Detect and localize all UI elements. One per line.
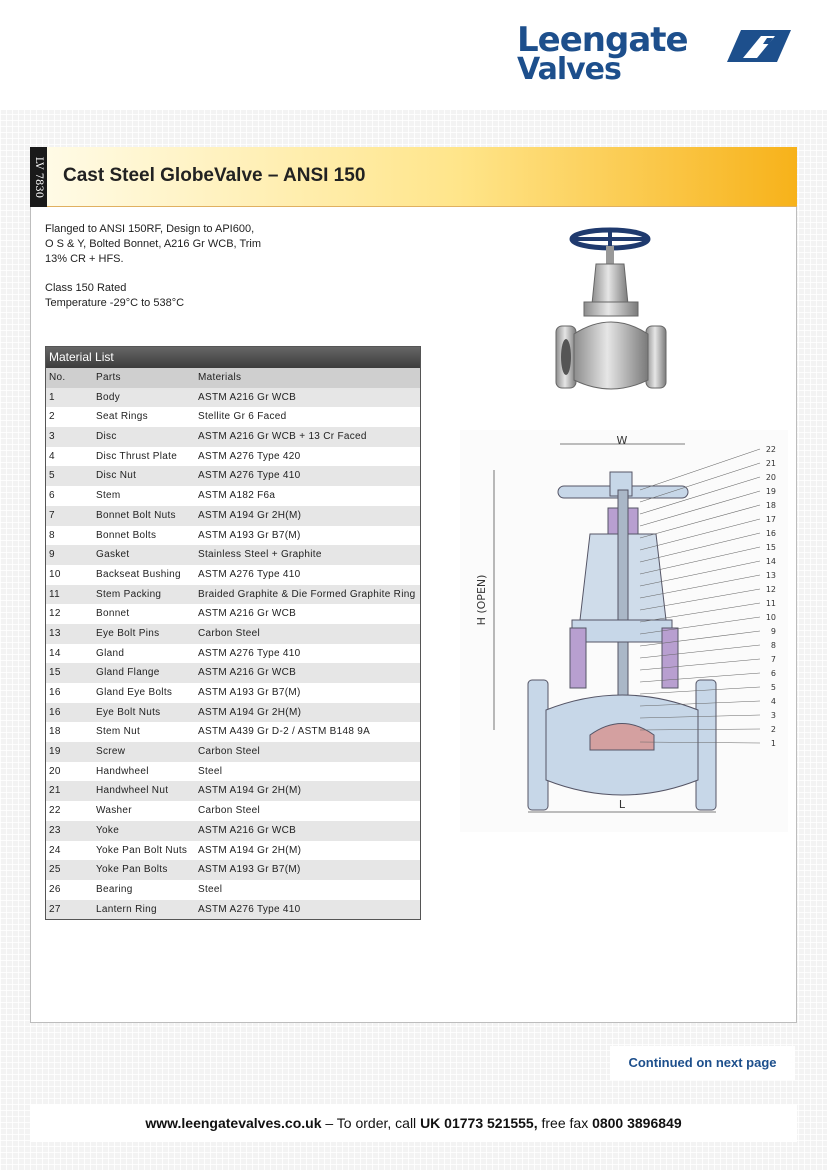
title-bar	[47, 147, 797, 207]
table-row	[46, 486, 420, 506]
cell-material: Steel	[198, 883, 223, 895]
website-link[interactable]: www.leengatevalves.co.uk	[145, 1115, 322, 1131]
cell-material: ASTM A194 Gr 2H(M)	[198, 706, 302, 718]
cell-material: ASTM A276 Type 420	[198, 450, 301, 462]
callout-number: 8	[770, 641, 776, 650]
cell-no: 10	[49, 568, 61, 580]
cell-part: Stem Nut	[96, 726, 141, 738]
table-row	[46, 388, 420, 408]
cell-no: 16	[49, 706, 61, 718]
desc-line: O S & Y, Bolted Bonnet, A216 Gr WCB, Trim	[45, 238, 262, 250]
cell-no: 3	[49, 431, 55, 443]
cell-material: Braided Graphite & Die Formed Graphite Ring	[198, 588, 416, 600]
cell-material: ASTM A193 Gr B7(M)	[198, 687, 301, 698]
valve-photo	[548, 222, 674, 408]
cell-no: 22	[49, 805, 61, 817]
brand-name-line1: Leengate	[517, 20, 688, 60]
cell-no: 25	[49, 864, 61, 876]
cell-material: ASTM A194 Gr 2H(M)	[198, 509, 302, 521]
desc-line: Flanged to ANSI 150RF, Design to API600,	[45, 223, 255, 235]
cell-no: 2	[49, 411, 55, 423]
table-body	[46, 388, 420, 920]
callout-number: 22	[765, 445, 776, 454]
cell-part: Eye Bolt Nuts	[96, 706, 161, 718]
table-row	[46, 722, 420, 742]
cell-part: Screw	[96, 746, 126, 758]
cell-part: Yoke Pan Bolts	[96, 864, 168, 876]
cell-material: ASTM A276 Type 410	[198, 647, 301, 659]
dimension-height-label: H (OPEN)	[475, 574, 488, 626]
cell-material: ASTM A182 F6a	[198, 490, 276, 502]
cell-part: Handwheel Nut	[96, 785, 169, 797]
cell-part: Bonnet	[96, 608, 130, 620]
desc-line: 13% CR + HFS.	[45, 253, 124, 265]
cell-part: Disc Nut	[96, 470, 137, 482]
callout-number: 2	[770, 725, 776, 734]
cell-no: 7	[49, 509, 55, 521]
cell-part: Gland Eye Bolts	[96, 687, 173, 698]
cell-material: Stainless Steel + Graphite	[198, 549, 322, 561]
callout-number: 4	[770, 697, 776, 706]
page-title: Cast Steel GlobeValve – ANSI 150	[63, 165, 366, 186]
cell-material: ASTM A216 Gr WCB	[198, 667, 297, 679]
cell-no: 20	[49, 765, 61, 777]
table-row	[46, 644, 420, 664]
table-row	[46, 860, 420, 880]
callout-number: 3	[770, 711, 776, 720]
product-description	[45, 222, 305, 325]
fax-number: 0800 3896849	[592, 1115, 682, 1131]
desc-line: Class 150 Rated	[45, 282, 127, 294]
cell-part: Stem	[96, 490, 121, 502]
callout-number: 11	[765, 599, 776, 608]
cell-no: 23	[49, 824, 61, 836]
cell-part: Disc Thrust Plate	[96, 450, 178, 462]
cell-material: ASTM A216 Gr WCB	[198, 824, 297, 836]
table-row	[46, 762, 420, 782]
header-materials: Materials	[198, 372, 242, 383]
table-row	[46, 526, 420, 546]
table-row	[46, 801, 420, 821]
cell-material: ASTM A216 Gr WCB + 13 Cr Faced	[198, 431, 367, 443]
cell-no: 13	[49, 627, 61, 639]
product-code-tab	[30, 147, 47, 207]
callout-number: 12	[765, 585, 776, 594]
cell-no: 9	[49, 549, 55, 561]
cell-no: 8	[49, 529, 55, 541]
cell-no: 16	[49, 687, 61, 698]
callout-number: 19	[765, 487, 776, 496]
cell-part: Gland	[96, 647, 125, 659]
cell-material: Carbon Steel	[198, 627, 260, 639]
cell-material: ASTM A216 Gr WCB	[198, 608, 297, 620]
table-row	[46, 466, 420, 486]
callout-number: 6	[770, 669, 776, 678]
brand-logo[interactable]	[517, 22, 797, 92]
callout-number: 17	[765, 515, 776, 524]
table-row	[46, 407, 420, 427]
callout-number: 20	[765, 473, 776, 482]
cell-material: ASTM A193 Gr B7(M)	[198, 864, 301, 876]
brand-mark-icon	[727, 28, 791, 64]
table-row	[46, 841, 420, 861]
product-code: LV 7830	[33, 156, 44, 198]
table-row	[46, 565, 420, 585]
cell-part: Bonnet Bolt Nuts	[96, 509, 176, 521]
table-row	[46, 742, 420, 762]
callout-number: 18	[765, 501, 776, 510]
callout-number: 5	[770, 683, 776, 692]
cell-material: ASTM A193 Gr B7(M)	[198, 529, 301, 541]
table-row	[46, 604, 420, 624]
cell-material: Steel	[198, 765, 223, 777]
brand-name-line2: Valves	[517, 52, 621, 87]
table-row	[46, 506, 420, 526]
cell-material: ASTM A216 Gr WCB	[198, 391, 297, 403]
cell-no: 14	[49, 647, 61, 659]
cell-no: 27	[49, 903, 61, 915]
phone-number: UK 01773 521555,	[420, 1115, 538, 1131]
callout-number: 15	[765, 543, 776, 552]
cell-no: 26	[49, 883, 61, 895]
cell-material: ASTM A439 Gr D-2 / ASTM B148 9A	[198, 726, 371, 738]
cell-part: Backseat Bushing	[96, 568, 181, 580]
table-row	[46, 663, 420, 683]
cell-part: Seat Rings	[96, 411, 148, 423]
table-title: Material List	[46, 347, 420, 368]
cell-no: 19	[49, 746, 61, 758]
callout-number: 10	[765, 613, 776, 622]
cell-material: ASTM A276 Type 410	[198, 470, 301, 482]
cell-no: 11	[49, 588, 60, 600]
callout-number: 14	[765, 557, 776, 566]
table-row	[46, 624, 420, 644]
table-row	[46, 821, 420, 841]
cell-no: 21	[49, 785, 61, 797]
cell-part: Body	[96, 391, 120, 403]
cell-part: Stem Packing	[96, 588, 162, 600]
table-row	[46, 585, 420, 605]
cell-material: ASTM A194 Gr 2H(M)	[198, 844, 302, 856]
table-header	[46, 368, 420, 388]
cell-no: 4	[49, 450, 55, 462]
cell-no: 24	[49, 844, 61, 856]
cell-part: Yoke Pan Bolt Nuts	[96, 844, 188, 856]
cell-part: Bonnet Bolts	[96, 529, 157, 541]
table-row	[46, 683, 420, 703]
table-row	[46, 900, 420, 920]
cell-material: ASTM A194 Gr 2H(M)	[198, 785, 302, 797]
cell-material: ASTM A276 Type 410	[198, 568, 301, 580]
cell-part: Bearing	[96, 883, 133, 895]
callout-number: 9	[770, 627, 776, 636]
callout-number: 21	[765, 459, 776, 468]
header-no: No.	[49, 372, 66, 383]
table-row	[46, 703, 420, 723]
cell-no: 15	[49, 667, 61, 679]
cell-part: Lantern Ring	[96, 903, 157, 915]
cell-material: Carbon Steel	[198, 805, 260, 817]
cell-part: Gasket	[96, 549, 130, 561]
cell-part: Yoke	[96, 824, 120, 836]
table-row	[46, 781, 420, 801]
table-row	[46, 447, 420, 467]
dimension-width-label: W	[616, 434, 628, 447]
table-row	[46, 545, 420, 565]
cell-material: ASTM A276 Type 410	[198, 903, 301, 915]
cell-no: 6	[49, 490, 55, 502]
page-footer	[30, 1104, 797, 1142]
table-row	[46, 427, 420, 447]
fax-text: free fax	[537, 1115, 593, 1131]
callout-number: 16	[765, 529, 776, 538]
callout-number: 1	[770, 739, 776, 748]
material-list-table	[45, 346, 421, 920]
cell-no: 12	[49, 608, 61, 620]
cell-part: Eye Bolt Pins	[96, 627, 160, 639]
cell-part: Gland Flange	[96, 667, 160, 679]
cell-no: 18	[49, 726, 61, 738]
order-text: – To order, call	[321, 1115, 421, 1131]
cell-no: 5	[49, 470, 55, 482]
dimension-length-label: L	[618, 798, 626, 811]
callout-number: 13	[765, 571, 776, 580]
cell-part: Disc	[96, 431, 117, 443]
header-parts: Parts	[96, 372, 121, 383]
desc-line: Temperature -29°C to 538°C	[45, 297, 185, 309]
continued-note: Continued on next page	[610, 1046, 795, 1080]
cell-part: Washer	[96, 805, 132, 817]
cell-material: Stellite Gr 6 Faced	[198, 411, 287, 423]
cell-no: 1	[49, 391, 55, 403]
cell-part: Handwheel	[96, 765, 149, 777]
cell-material: Carbon Steel	[198, 746, 260, 758]
callout-number: 7	[770, 655, 776, 664]
valve-cross-section-drawing	[460, 430, 788, 832]
table-row	[46, 880, 420, 900]
